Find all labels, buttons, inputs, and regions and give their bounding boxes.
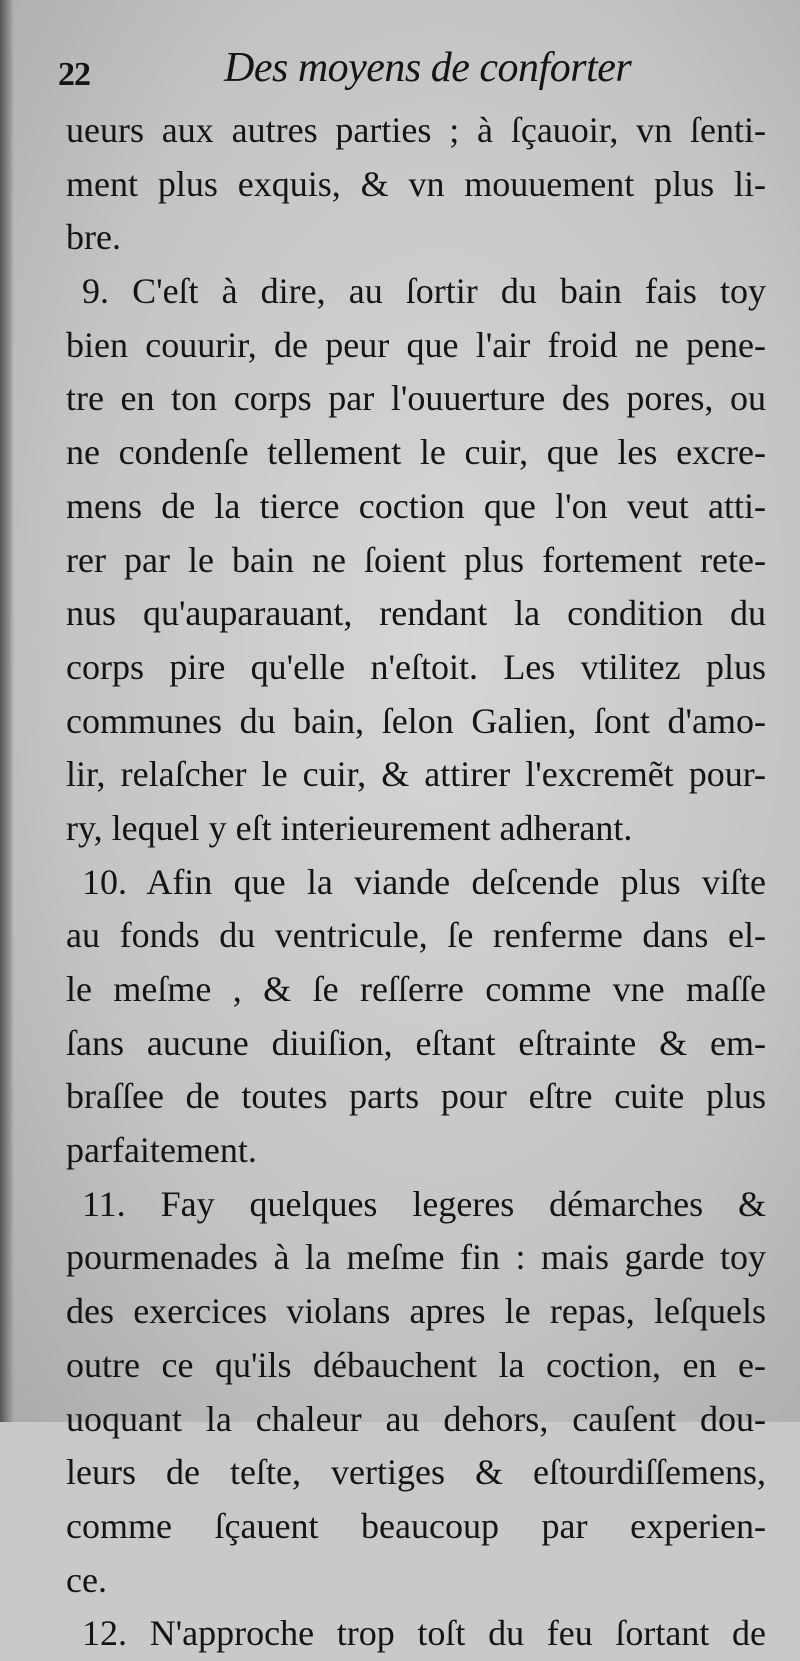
body-text: [66, 104, 766, 1661]
text-line: ment plus exquis, & vn mouuement plus li-: [66, 163, 766, 204]
text-line: des exercices violans apres le repas, leſquels: [66, 1291, 766, 1332]
paragraph-10-start: 10. Afin que la viande deſcende plus viſte: [82, 861, 766, 902]
page-gutter-shadow: [0, 0, 14, 1422]
text-line: tre en ton corps par l'ouuerture des pores, ou: [66, 378, 766, 419]
text-line: rer par le bain ne ſoient plus fortement rete-: [66, 539, 766, 580]
text-line: comme ſçauent beaucoup par experien-: [66, 1505, 766, 1546]
text-line: braſſee de toutes parts pour eſtre cuite plus: [66, 1076, 766, 1117]
text-line: lir, relaſcher le cuir, & attirer l'excremẽt pour-: [66, 754, 766, 795]
text-line: bien couurir, de peur que l'air froid ne pene-: [66, 324, 766, 365]
text-line: nus qu'auparauant, rendant la condition du: [66, 593, 766, 634]
text-line: pourmenades à la meſme fin : mais garde toy: [66, 1237, 766, 1278]
text-line: outre ce qu'ils débauchent la coction, en e-: [66, 1344, 766, 1385]
text-line: ſans aucune diuiſion, eſtant eſtrainte & em-: [66, 1022, 766, 1063]
text-line: communes du bain, ſelon Galien, ſont d'amo-: [66, 700, 766, 741]
text-line: leurs de teſte, vertiges & eſtourdiſſemens,: [66, 1452, 766, 1493]
text-line: le meſme , & ſe reſſerre comme vne maſſe: [66, 969, 766, 1009]
paragraph-12-start: 12. N'approche trop toſt du feu ſortant de: [82, 1613, 766, 1654]
text-line: ry, lequel y eſt interieurement adherant.: [66, 807, 633, 848]
text-line: ce.: [66, 1559, 107, 1600]
text-line: mens de la tierce coction que l'on veut atti-: [66, 485, 766, 526]
paragraph-11-start: 11. Fay quelques legeres démarches &: [82, 1183, 766, 1224]
paragraph-9-start: 9. C'eſt à dire, au ſortir du bain fais toy: [82, 271, 766, 312]
text-line: ueurs aux autres parties ; à ſçauoir, vn ſenti-: [66, 110, 766, 150]
text-line: uoquant la chaleur au dehors, cauſent dou-: [66, 1398, 766, 1439]
text-line: au fonds du ventricule, ſe renferme dans el-: [66, 915, 766, 956]
text-line: bre.: [66, 217, 121, 258]
text-line: parfaitement.: [66, 1130, 257, 1171]
text-line: corps pire qu'elle n'eſtoit. Les vtilitez plus: [66, 646, 766, 687]
text-line: ne condenſe tellement le cuir, que les excre-: [66, 432, 766, 473]
running-title: Des moyens de conforter: [224, 45, 632, 91]
page-header: [58, 40, 758, 100]
page-number: 22: [58, 56, 90, 93]
